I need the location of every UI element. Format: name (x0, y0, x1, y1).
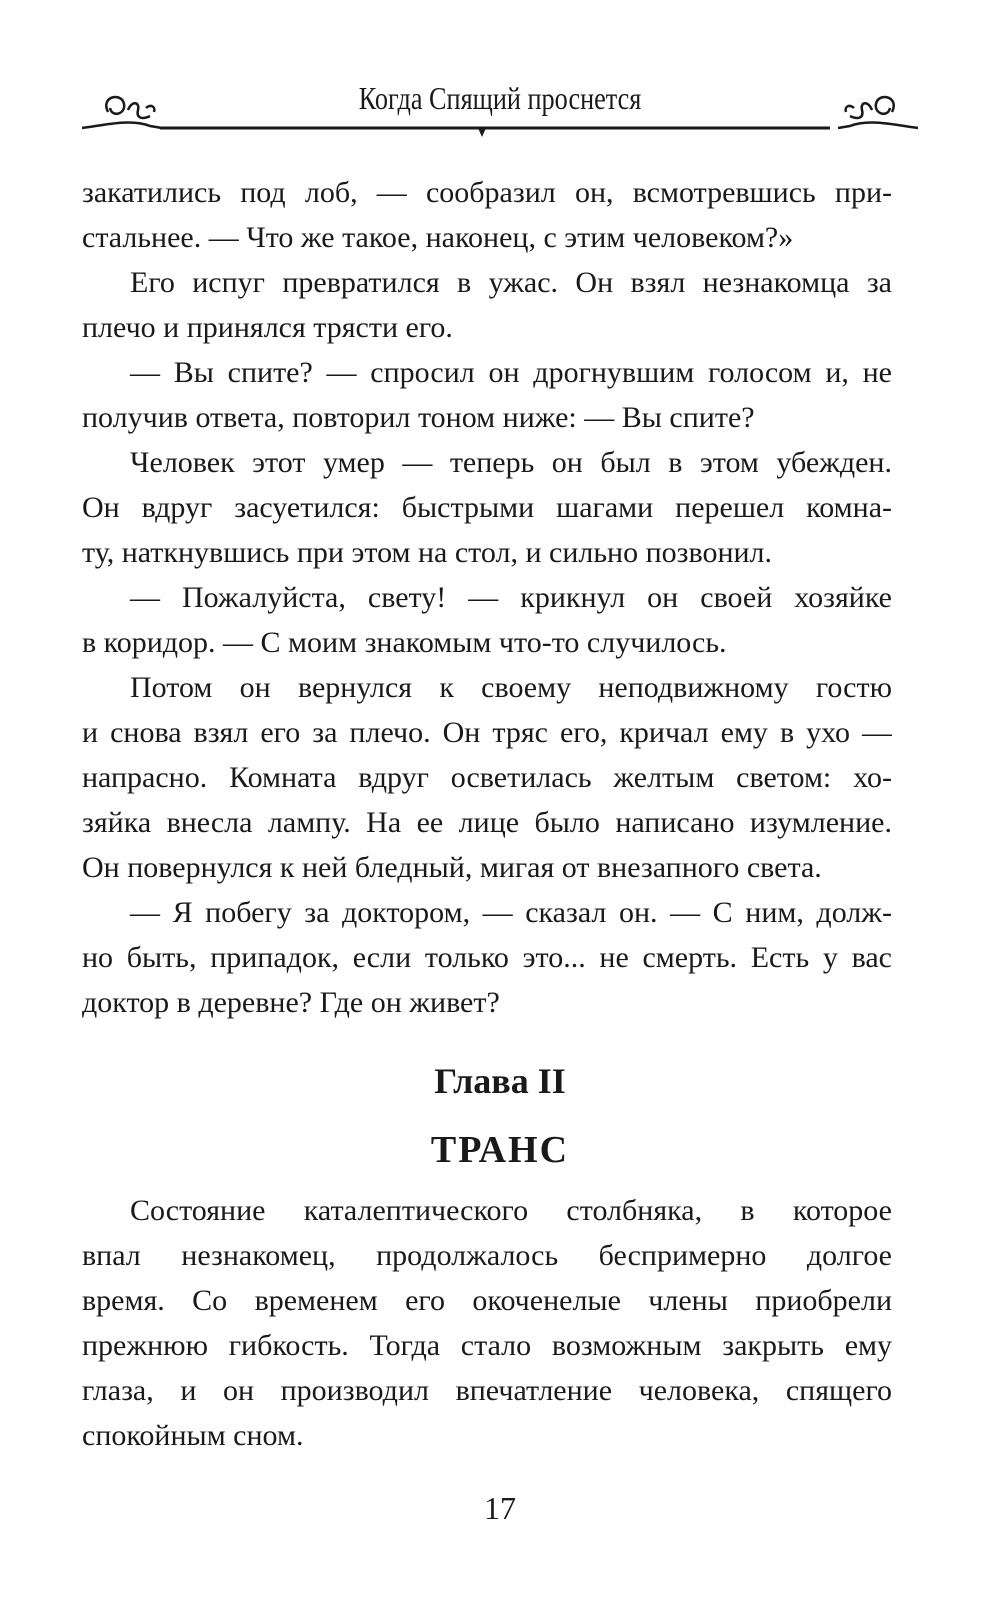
header-rule-drop (478, 128, 486, 137)
text-line: Его испуг превратился в ужас. Он взял незнакомца за (130, 266, 892, 299)
text-line: но быть, припадок, если только это... не смерть. Есть у вас (82, 941, 892, 974)
text-line: получив ответа, повторил тоном ниже: — Вы спите? (82, 401, 755, 434)
text-line: стальнее. — Что же такое, наконец, с этим человеком?» (82, 221, 794, 254)
running-title: Когда Спящий проснется (358, 80, 642, 116)
text-line: Состояние каталептического столбняка, в которое (130, 1194, 892, 1227)
text-line: в коридор. — С моим знакомым что-то случилось. (82, 626, 727, 659)
text-line: прежнюю гибкость. Тогда стало возможным закрыть ему (82, 1329, 892, 1362)
text-line: закатились под лоб, — сообразил он, всмотревшись при- (82, 176, 892, 209)
text-line: ту, наткнувшись при этом на стол, и сильно позвонил. (82, 536, 773, 569)
text-line: — Я побегу за доктором, — сказал он. — С ним, долж- (130, 896, 892, 929)
body-text-block (82, 170, 892, 1025)
text-line: доктор в деревне? Где он живет? (82, 986, 500, 1019)
text-line: Он вдруг засуетился: быстрыми шагами перешел комна- (82, 491, 892, 524)
text-line: и снова взял его за плечо. Он тряс его, кричал ему в ухо — (82, 716, 892, 749)
chapter-number: Глава II (434, 1061, 566, 1101)
text-line: Человек этот умер — теперь он был в этом убежден. (130, 446, 892, 479)
text-line: впал незнакомец, продолжалось беспримерно долгое (82, 1239, 892, 1272)
page-number: 17 (484, 1490, 516, 1526)
text-line: спокойным сном. (82, 1419, 304, 1452)
running-header (0, 0, 1000, 170)
text-line: Он повернулся к ней бледный, мигая от внезапного света. (82, 851, 822, 884)
chapter-title: ТРАНС (430, 1129, 570, 1171)
text-line: напрасно. Комната вдруг осветилась желтым светом: хо- (82, 761, 892, 794)
text-line: — Пожалуйста, свету! — крикнул он своей хозяйке (130, 581, 892, 614)
text-line: время. Со временем его окоченелые члены приобрели (82, 1284, 892, 1317)
text-line: глаза, и он производил впечатление человека, спящего (82, 1374, 892, 1407)
text-line: — Вы спите? — спросил он дрогнувшим голосом и, не (130, 356, 892, 389)
text-line: Потом он вернулся к своему неподвижному гостю (130, 671, 892, 704)
text-line: зяйка внесла лампу. На ее лице было написано изумление. (82, 806, 892, 839)
chapter-body-text-block (82, 1188, 892, 1458)
text-line: плечо и принялся трясти его. (82, 311, 453, 344)
